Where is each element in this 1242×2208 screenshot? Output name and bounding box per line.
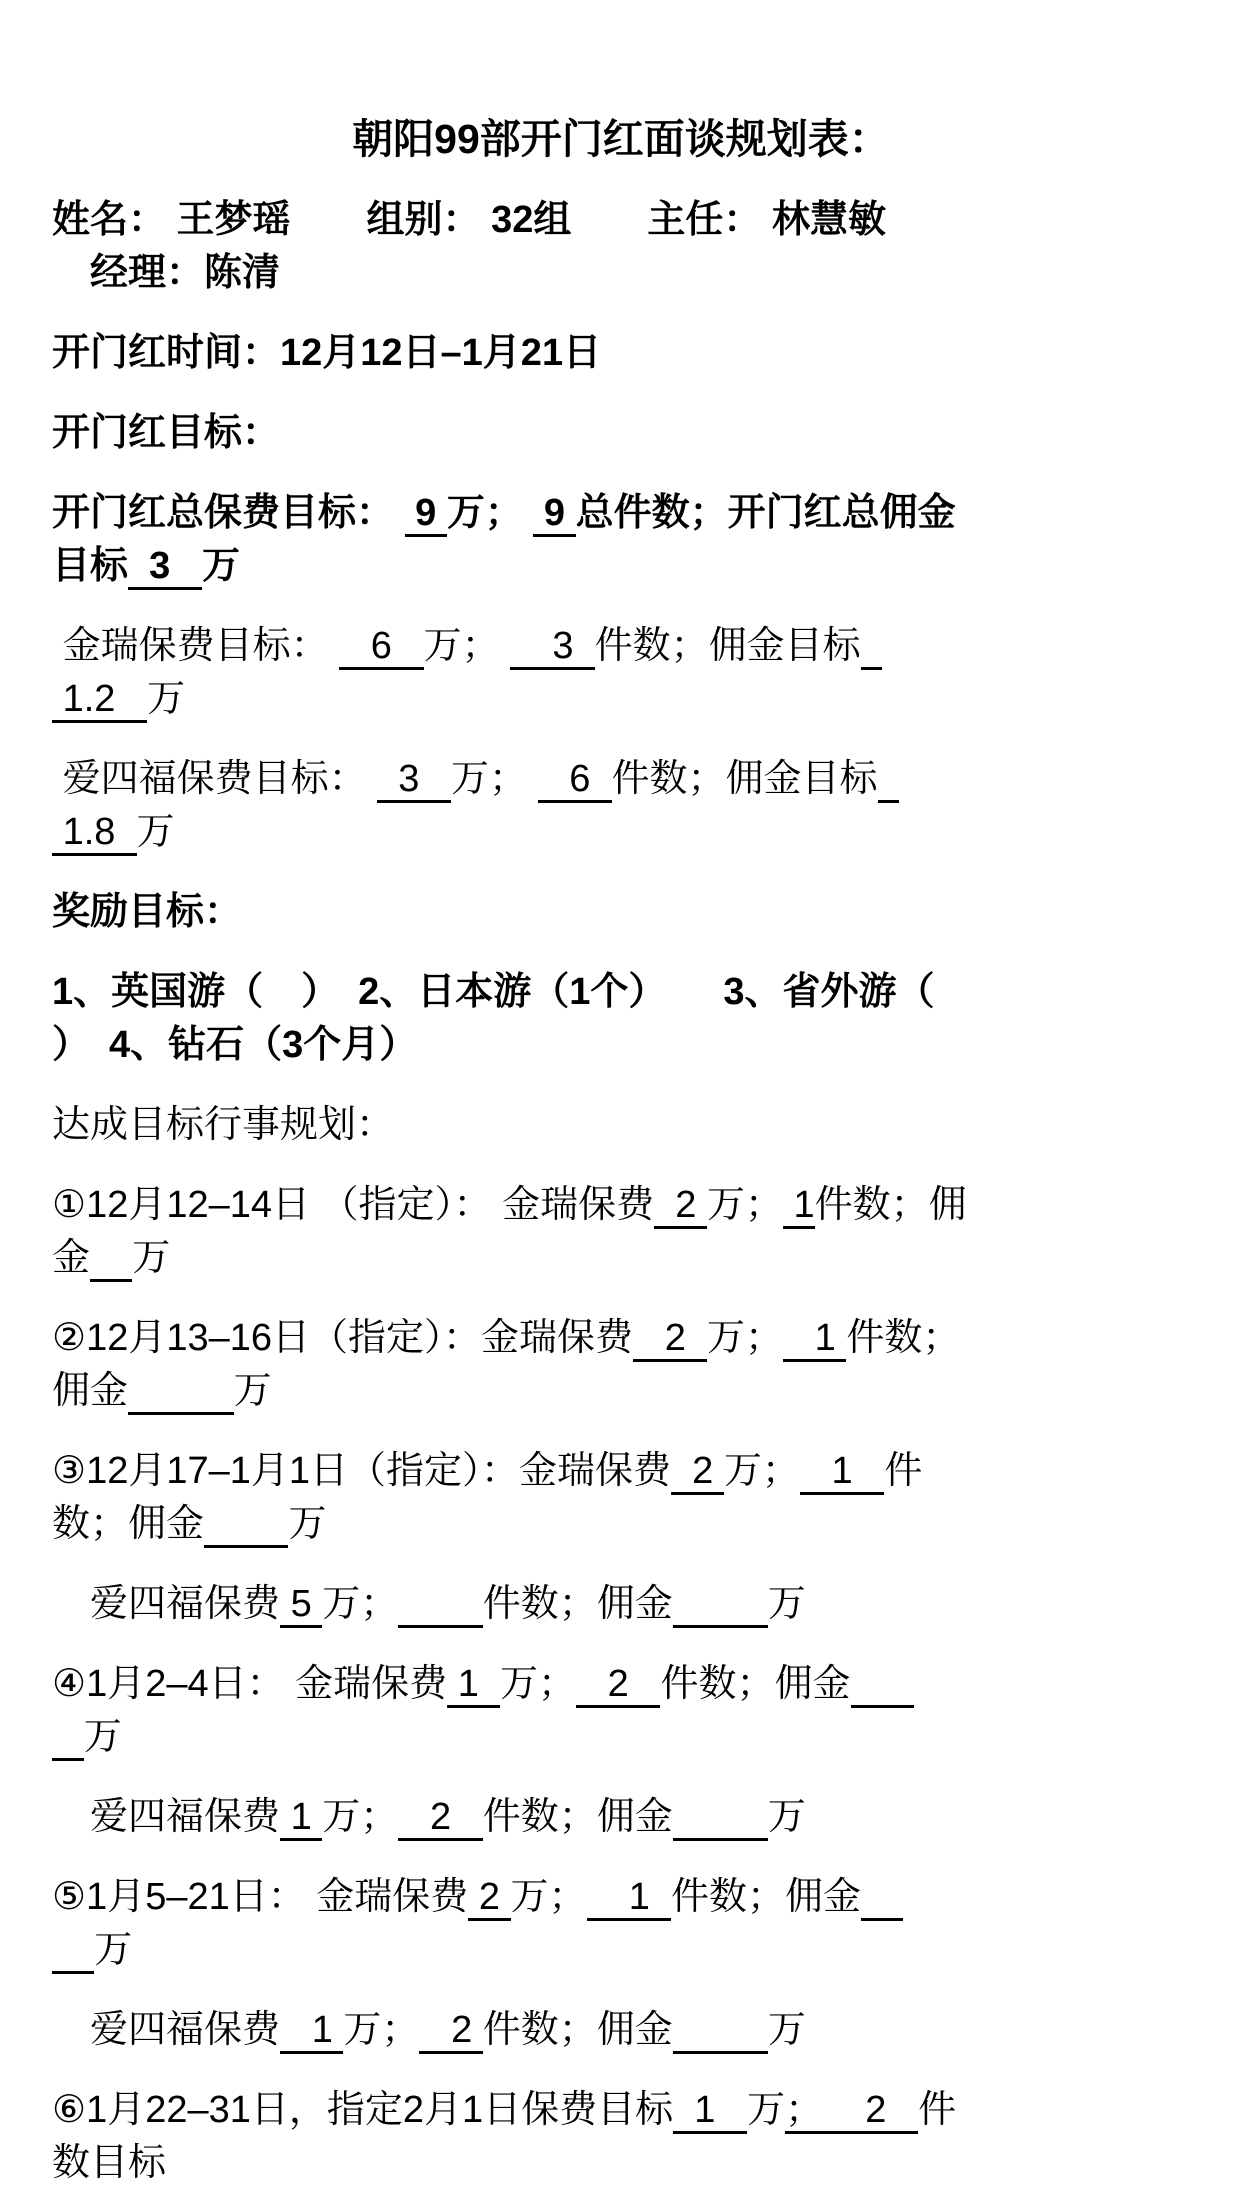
text-segment: 开门红时间：12月12日–1月21日 — [52, 332, 602, 374]
text-line — [52, 1019, 1190, 1072]
text-segment: 万 — [83, 1716, 122, 1758]
text-segment: ①12月12–14日 （指定）： 金瑞保费 — [52, 1184, 655, 1226]
text-segment: 佣金 — [52, 1370, 129, 1412]
filled-blank: 2 — [671, 1450, 724, 1495]
filled-blank: 2 — [654, 1184, 707, 1229]
text-segment: 爱四福保费 — [52, 1583, 281, 1625]
text-segment: 件数；佣 — [814, 1184, 967, 1226]
text-line — [52, 327, 1190, 380]
filled-blank: 3 — [377, 758, 451, 803]
paragraph — [52, 2004, 1190, 2057]
text-line — [52, 1312, 1190, 1365]
text-line — [52, 1871, 1190, 1924]
text-segment: 件数；佣金 — [482, 1583, 673, 1625]
paragraph — [52, 1099, 1190, 1152]
paragraph — [52, 487, 1190, 593]
text-segment: 爱四福保费 — [52, 2009, 281, 2051]
text-line — [52, 540, 1190, 593]
text-segment: 万 — [132, 1237, 171, 1279]
paragraph — [52, 1791, 1190, 1844]
text-segment: 万 — [767, 2009, 806, 2051]
text-segment: 姓名： 王梦瑶 组别： 32组 主任： 林慧敏 — [52, 199, 886, 241]
text-line — [52, 1791, 1190, 1844]
text-line — [52, 1232, 1190, 1285]
text-line — [52, 1578, 1190, 1631]
text-segment: 万 — [747, 2089, 786, 2131]
text-segment: 奖励目标： — [52, 891, 243, 933]
text-segment: 万； — [706, 1184, 783, 1226]
text-line — [52, 966, 1190, 1019]
text-line — [52, 1365, 1190, 1418]
text-segment: 万； — [322, 1796, 399, 1838]
text-segment: 万； — [723, 1450, 800, 1492]
text-segment: 万； — [510, 1876, 587, 1918]
document-body — [52, 194, 1190, 2190]
filled-blank: 1.8 — [52, 811, 137, 856]
filled-blank — [673, 2009, 768, 2054]
filled-blank — [673, 1583, 768, 1628]
paragraph — [52, 753, 1190, 859]
text-line — [52, 247, 1190, 300]
text-line — [52, 1179, 1190, 1232]
filled-blank: 2 — [468, 1876, 510, 1921]
text-line — [52, 753, 1190, 806]
filled-blank: 2 — [633, 1317, 707, 1362]
text-segment: 万 — [201, 545, 240, 587]
filled-blank: 1 — [587, 1876, 671, 1921]
filled-blank: 9 — [533, 492, 575, 537]
text-segment: 万 — [767, 1583, 806, 1625]
text-segment: 万； — [423, 625, 511, 667]
filled-blank: ； 2 — [785, 2089, 918, 2134]
filled-blank: 2 — [419, 2009, 482, 2054]
filled-blank — [861, 1876, 903, 1921]
filled-blank: 6 — [538, 758, 612, 803]
filled-blank — [204, 1503, 288, 1548]
text-segment: 达成目标行事规划： — [52, 1104, 395, 1146]
text-segment: 万 — [767, 1796, 806, 1838]
paragraph — [52, 966, 1190, 1072]
text-segment: 万 — [136, 811, 175, 853]
text-segment: ⑤1月5–21日： 金瑞保费 — [52, 1876, 469, 1918]
text-segment: ③12月17–1月1日（指定）：金瑞保费 — [52, 1450, 672, 1492]
filled-blank — [52, 1929, 94, 1974]
paragraph — [52, 1312, 1190, 1418]
filled-blank: 5 — [280, 1583, 322, 1628]
paragraph — [52, 2084, 1190, 2190]
filled-blank — [90, 1237, 132, 1282]
paragraph — [52, 327, 1190, 380]
filled-blank — [128, 1370, 234, 1415]
text-line — [52, 407, 1190, 460]
text-line — [52, 194, 1190, 247]
filled-blank: 1 — [280, 2009, 343, 2054]
text-line — [52, 620, 1190, 673]
text-line — [52, 886, 1190, 939]
text-segment: 件数；佣金目标 — [594, 625, 861, 667]
text-line — [52, 673, 1190, 726]
text-segment: 件数； — [846, 1317, 961, 1359]
text-line — [52, 2004, 1190, 2057]
text-line — [52, 1498, 1190, 1551]
text-segment: 件数；佣金 — [482, 2009, 673, 2051]
text-segment: 件数；佣金 — [671, 1876, 862, 1918]
text-line — [52, 1099, 1190, 1152]
filled-blank: 1 — [783, 1184, 815, 1229]
filled-blank: 1 — [800, 1450, 884, 1495]
page-title: 朝阳99部开门红面谈规划表： — [352, 116, 890, 162]
text-segment: 万 — [147, 678, 186, 720]
filled-blank: 1 — [783, 1317, 846, 1362]
paragraph — [52, 194, 1190, 300]
text-segment: 开门红目标： — [52, 412, 281, 454]
text-segment: 金瑞保费目标： — [52, 625, 340, 667]
text-segment: 总件数；开门红总佣金 — [575, 492, 956, 534]
filled-blank: 6 — [339, 625, 423, 670]
paragraph — [52, 1658, 1190, 1764]
paragraph — [52, 1578, 1190, 1631]
text-segment: 万； — [322, 1583, 399, 1625]
text-segment: 万； — [343, 2009, 420, 2051]
text-segment: 万； — [446, 492, 534, 534]
text-segment: 爱四福保费目标： — [52, 758, 378, 800]
filled-blank — [861, 625, 882, 670]
text-segment: ） 4、钻石（3个月） — [52, 1024, 418, 1066]
text-line — [52, 2137, 1190, 2190]
paragraph — [52, 1445, 1190, 1551]
text-segment: 数；佣金 — [52, 1503, 205, 1545]
text-segment: 万 — [288, 1503, 327, 1545]
text-line — [52, 1711, 1190, 1764]
text-segment: ⑥1月22–31日，指定2月1日保费目标 — [52, 2089, 674, 2131]
text-segment: 开门红总保费目标： — [52, 492, 405, 534]
filled-blank: 3 — [128, 545, 202, 590]
text-segment: 件数；佣金 — [482, 1796, 673, 1838]
text-segment: 万； — [706, 1317, 783, 1359]
filled-blank: 3 — [510, 625, 594, 670]
text-line — [52, 1658, 1190, 1711]
paragraph — [52, 407, 1190, 460]
text-segment: ④1月2–4日： 金瑞保费 — [52, 1663, 448, 1705]
filled-blank — [52, 1716, 84, 1761]
filled-blank: 9 — [405, 492, 447, 537]
text-segment: 件 — [918, 2089, 957, 2131]
paragraph — [52, 1871, 1190, 1977]
text-segment: 万； — [451, 758, 538, 800]
text-segment: 金 — [52, 1237, 91, 1279]
filled-blank: 1 — [280, 1796, 322, 1841]
text-segment: 目标 — [52, 545, 129, 587]
paragraph — [52, 1179, 1190, 1285]
text-line — [52, 1445, 1190, 1498]
filled-blank: 1.2 — [52, 678, 147, 723]
text-segment: 爱四福保费 — [52, 1796, 281, 1838]
paragraph — [52, 886, 1190, 939]
text-segment: 件 — [884, 1450, 923, 1492]
text-segment: 万 — [233, 1370, 272, 1412]
text-segment: 经理：陈清 — [52, 252, 281, 294]
filled-blank: 1 — [447, 1663, 500, 1708]
filled-blank — [878, 758, 899, 803]
filled-blank: 1 — [673, 2089, 747, 2134]
filled-blank — [851, 1663, 914, 1708]
paragraph — [52, 620, 1190, 726]
text-segment: 数目标 — [52, 2142, 167, 2184]
text-segment: 1、英国游（ ） 2、日本游（1个） 3、省外游（ — [52, 971, 935, 1013]
text-line — [52, 806, 1190, 859]
text-segment: ②12月13–16日（指定）：金瑞保费 — [52, 1317, 634, 1359]
text-segment: 万 — [94, 1929, 133, 1971]
filled-blank: 2 — [576, 1663, 660, 1708]
text-segment: 万； — [499, 1663, 576, 1705]
text-line — [52, 487, 1190, 540]
filled-blank — [398, 1583, 482, 1628]
text-line — [52, 2084, 1190, 2137]
text-segment: 件数；佣金 — [660, 1663, 851, 1705]
filled-blank — [673, 1796, 768, 1841]
text-segment: 件数；佣金目标 — [611, 758, 878, 800]
filled-blank: 2 — [398, 1796, 482, 1841]
text-line — [52, 1924, 1190, 1977]
